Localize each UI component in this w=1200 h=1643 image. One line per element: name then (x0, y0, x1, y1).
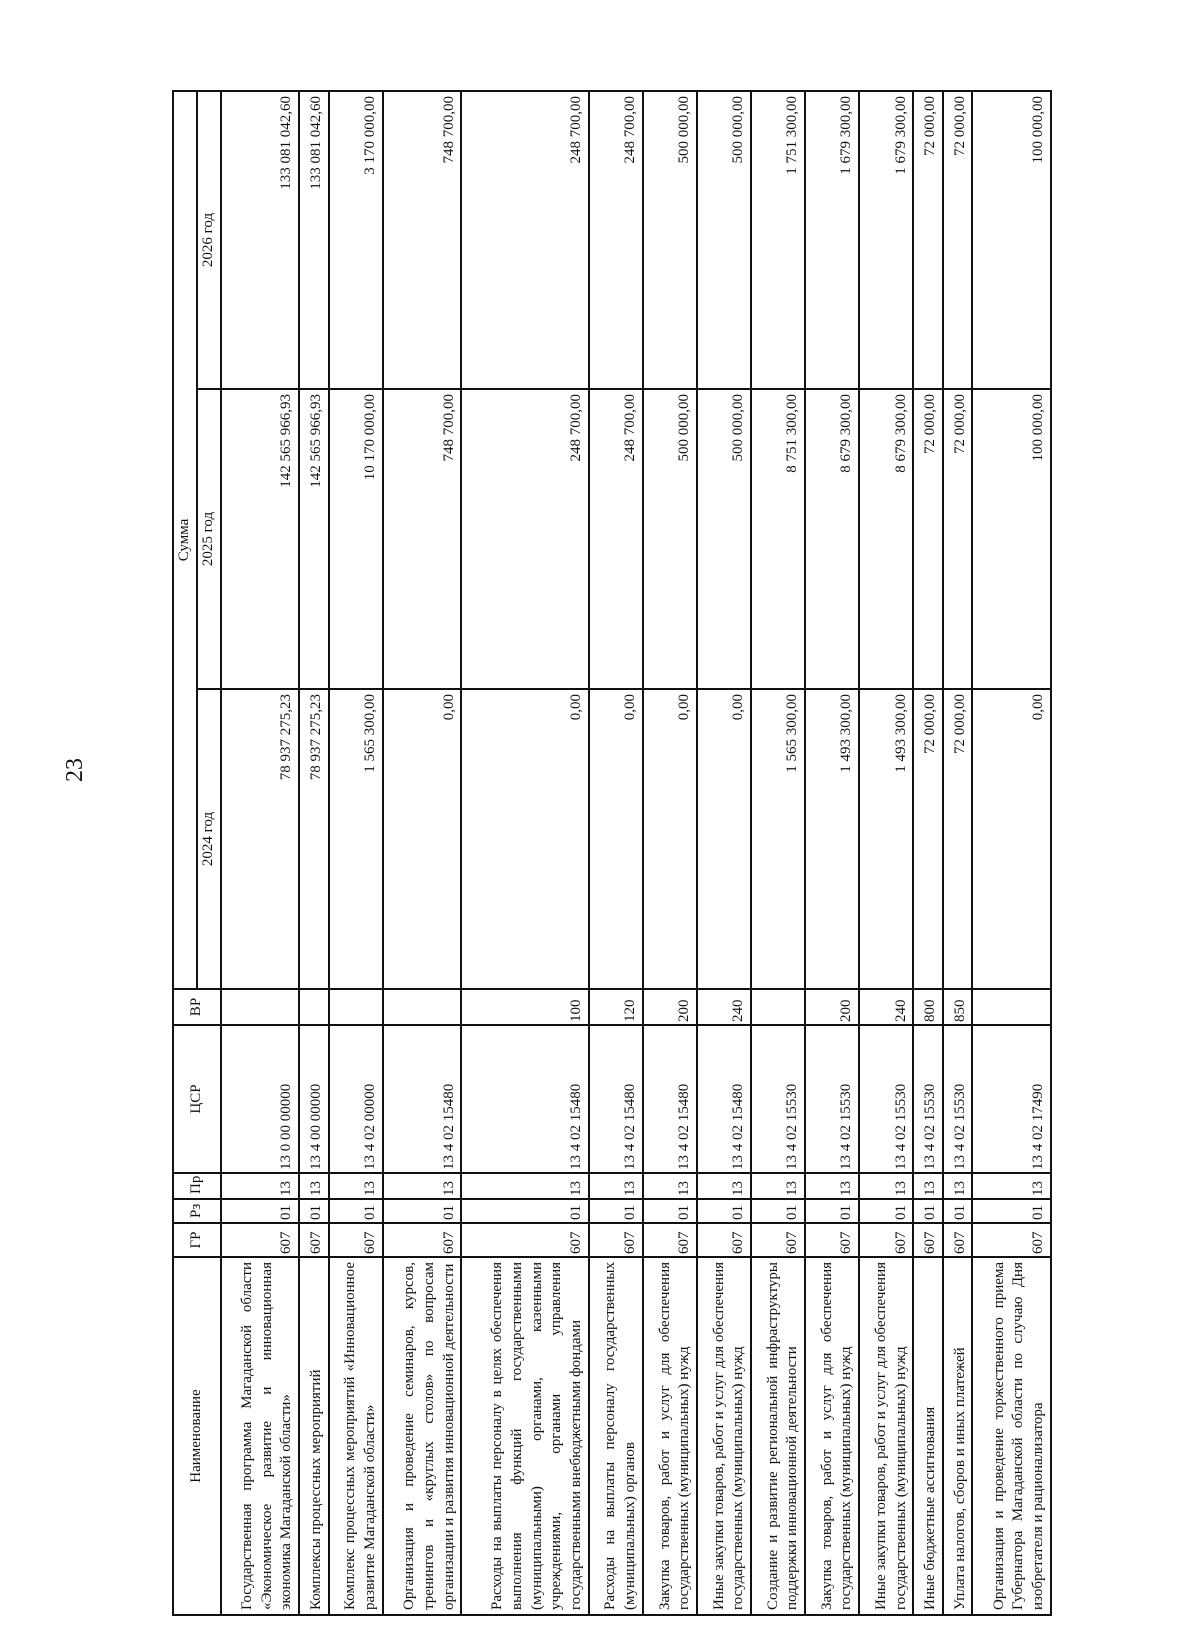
cell-rz: 01 (589, 1199, 643, 1223)
cell-vr: 240 (697, 989, 751, 1025)
cell-2025: 748 700,00 (383, 389, 462, 689)
cell-csr: 13 4 02 15530 (805, 1025, 859, 1173)
cell-name: Иные закупки товаров, работ и услуг для обеспечения государственных (муниципальных) нужд (859, 1257, 913, 1615)
table-row (299, 91, 329, 1615)
header-vr: ВР (173, 989, 221, 1025)
table-body (221, 91, 1051, 1615)
cell-gr: 607 (589, 1223, 643, 1257)
cell-rz: 01 (972, 1199, 1051, 1223)
cell-csr: 13 4 02 15530 (859, 1025, 913, 1173)
cell-vr (221, 989, 300, 1025)
cell-2026: 3 170 000,00 (329, 91, 383, 389)
cell-gr: 607 (697, 1223, 751, 1257)
cell-pr: 13 (805, 1173, 859, 1199)
cell-gr: 607 (643, 1223, 697, 1257)
cell-pr: 13 (643, 1173, 697, 1199)
table-row (859, 91, 913, 1615)
cell-vr: 850 (943, 989, 973, 1025)
cell-rz: 01 (943, 1199, 973, 1223)
cell-rz: 01 (299, 1199, 329, 1223)
cell-2026: 500 000,00 (643, 91, 697, 389)
header-2024: 2024 год (197, 689, 221, 989)
cell-vr: 200 (643, 989, 697, 1025)
cell-2026: 1 679 300,00 (805, 91, 859, 389)
cell-2024: 0,00 (589, 689, 643, 989)
cell-rz: 01 (329, 1199, 383, 1223)
cell-vr: 800 (913, 989, 943, 1025)
cell-2024: 1 565 300,00 (751, 689, 805, 989)
cell-csr: 13 4 02 15480 (643, 1025, 697, 1173)
cell-name: Создание и развитие региональной инфраструктуры поддержки инновационной деятельности (751, 1257, 805, 1615)
cell-gr: 607 (943, 1223, 973, 1257)
header-csr: ЦСР (173, 1025, 221, 1173)
cell-2026: 100 000,00 (972, 91, 1051, 389)
table-row (913, 91, 943, 1615)
cell-2025: 72 000,00 (913, 389, 943, 689)
table-row (589, 91, 643, 1615)
cell-rz: 01 (221, 1199, 300, 1223)
cell-vr: 240 (859, 989, 913, 1025)
cell-2025: 248 700,00 (461, 389, 589, 689)
cell-2024: 0,00 (461, 689, 589, 989)
cell-gr: 607 (329, 1223, 383, 1257)
cell-pr: 13 (697, 1173, 751, 1199)
cell-name: Иные бюджетные ассигнования (913, 1257, 943, 1615)
cell-name: Комплексы процессных мероприятий (299, 1257, 329, 1615)
cell-csr: 13 4 02 15480 (589, 1025, 643, 1173)
cell-name: Комплекс процессных мероприятий «Инновационное развитие Магаданской области» (329, 1257, 383, 1615)
table-row (751, 91, 805, 1615)
cell-name: Организация и проведение семинаров, курсов, тренингов и «круглых столов» по вопросам организации и развития инновационной деятельности (383, 1257, 462, 1615)
cell-vr (329, 989, 383, 1025)
cell-2025: 500 000,00 (643, 389, 697, 689)
cell-2025: 10 170 000,00 (329, 389, 383, 689)
cell-name: Уплата налогов, сборов и иных платежей (943, 1257, 973, 1615)
cell-gr: 607 (461, 1223, 589, 1257)
cell-2024: 0,00 (643, 689, 697, 989)
cell-2024: 0,00 (383, 689, 462, 989)
cell-2026: 133 081 042,60 (221, 91, 300, 389)
cell-pr: 13 (329, 1173, 383, 1199)
cell-csr: 13 4 02 00000 (329, 1025, 383, 1173)
cell-vr (383, 989, 462, 1025)
cell-pr: 13 (589, 1173, 643, 1199)
cell-vr (972, 989, 1051, 1025)
table-row (972, 91, 1051, 1615)
cell-2025: 500 000,00 (697, 389, 751, 689)
cell-2024: 1 493 300,00 (805, 689, 859, 989)
cell-rz: 01 (461, 1199, 589, 1223)
cell-rz: 01 (859, 1199, 913, 1223)
cell-pr: 13 (913, 1173, 943, 1199)
cell-2026: 248 700,00 (589, 91, 643, 389)
cell-csr: 13 4 02 15530 (913, 1025, 943, 1173)
cell-gr: 607 (805, 1223, 859, 1257)
cell-gr: 607 (751, 1223, 805, 1257)
header-sum: Сумма (173, 91, 197, 989)
cell-gr: 607 (221, 1223, 300, 1257)
cell-pr: 13 (299, 1173, 329, 1199)
cell-name: Расходы на выплаты персоналу в целях обеспечения выполнения функций государственными (муниципальными) органами, казенными учреждениями, органами управления государственными внебюджетными фондами (461, 1257, 589, 1615)
cell-pr: 13 (751, 1173, 805, 1199)
cell-2024: 72 000,00 (943, 689, 973, 989)
cell-gr: 607 (913, 1223, 943, 1257)
table-row (943, 91, 973, 1615)
header-2025: 2025 год (197, 389, 221, 689)
table-row (461, 91, 589, 1615)
cell-2025: 142 565 966,93 (221, 389, 300, 689)
cell-2024: 72 000,00 (913, 689, 943, 989)
cell-gr: 607 (383, 1223, 462, 1257)
cell-csr: 13 4 02 15480 (461, 1025, 589, 1173)
cell-2026: 1 679 300,00 (859, 91, 913, 389)
cell-2026: 133 081 042,60 (299, 91, 329, 389)
cell-csr: 13 4 00 00000 (299, 1025, 329, 1173)
cell-gr: 607 (859, 1223, 913, 1257)
table-row (329, 91, 383, 1615)
cell-2025: 100 000,00 (972, 389, 1051, 689)
cell-gr: 607 (972, 1223, 1051, 1257)
cell-vr (751, 989, 805, 1025)
cell-pr: 13 (221, 1173, 300, 1199)
cell-2026: 1 751 300,00 (751, 91, 805, 389)
cell-rz: 01 (913, 1199, 943, 1223)
cell-rz: 01 (751, 1199, 805, 1223)
cell-gr: 607 (299, 1223, 329, 1257)
cell-name: Расходы на выплаты персоналу государственных (муниципальных) органов (589, 1257, 643, 1615)
cell-2025: 248 700,00 (589, 389, 643, 689)
header-gr: ГР (173, 1223, 221, 1257)
cell-2025: 142 565 966,93 (299, 389, 329, 689)
cell-2026: 248 700,00 (461, 91, 589, 389)
cell-rz: 01 (697, 1199, 751, 1223)
cell-name: Закупка товаров, работ и услуг для обеспечения государственных (муниципальных) нужд (805, 1257, 859, 1615)
cell-vr: 100 (461, 989, 589, 1025)
cell-2024: 78 937 275,23 (299, 689, 329, 989)
cell-2026: 748 700,00 (383, 91, 462, 389)
cell-name: Государственная программа Магаданской области «Экономическое развитие и инновационная экономика Магаданской области» (221, 1257, 300, 1615)
header-2026: 2026 год (197, 91, 221, 389)
cell-2024: 0,00 (972, 689, 1051, 989)
table-row (697, 91, 751, 1615)
header-rz: Рз (173, 1199, 221, 1223)
cell-2025: 8 679 300,00 (805, 389, 859, 689)
header-pr: Пр (173, 1173, 221, 1199)
page-number: 23 (62, 758, 88, 782)
cell-csr: 13 4 02 15530 (751, 1025, 805, 1173)
cell-rz: 01 (643, 1199, 697, 1223)
table-row (383, 91, 462, 1615)
cell-name: Иные закупки товаров, работ и услуг для обеспечения государственных (муниципальных) нужд (697, 1257, 751, 1615)
cell-2025: 72 000,00 (943, 389, 973, 689)
cell-2026: 500 000,00 (697, 91, 751, 389)
table-row (643, 91, 697, 1615)
cell-pr: 13 (383, 1173, 462, 1199)
cell-2024: 0,00 (697, 689, 751, 989)
cell-csr: 13 4 02 17490 (972, 1025, 1051, 1173)
table-row (805, 91, 859, 1615)
header-row (173, 91, 197, 1615)
cell-2025: 8 679 300,00 (859, 389, 913, 689)
cell-csr: 13 0 00 00000 (221, 1025, 300, 1173)
cell-pr: 13 (972, 1173, 1051, 1199)
cell-2024: 1 565 300,00 (329, 689, 383, 989)
cell-vr (299, 989, 329, 1025)
header-name: Наименование (173, 1257, 221, 1615)
cell-2026: 72 000,00 (943, 91, 973, 389)
cell-vr: 120 (589, 989, 643, 1025)
cell-csr: 13 4 02 15480 (383, 1025, 462, 1173)
cell-2025: 8 751 300,00 (751, 389, 805, 689)
cell-vr: 200 (805, 989, 859, 1025)
cell-pr: 13 (461, 1173, 589, 1199)
cell-2026: 72 000,00 (913, 91, 943, 389)
table-row (221, 91, 300, 1615)
cell-pr: 13 (943, 1173, 973, 1199)
budget-table (172, 90, 1052, 1616)
cell-2024: 78 937 275,23 (221, 689, 300, 989)
cell-pr: 13 (859, 1173, 913, 1199)
cell-csr: 13 4 02 15530 (943, 1025, 973, 1173)
cell-name: Организация и проведение торжественного приема Губернатора Магаданской области по случаю Дня изобретателя и рационализатора (972, 1257, 1051, 1615)
cell-rz: 01 (805, 1199, 859, 1223)
cell-2024: 1 493 300,00 (859, 689, 913, 989)
rotated-table-container (172, 92, 1052, 1616)
cell-rz: 01 (383, 1199, 462, 1223)
cell-csr: 13 4 02 15480 (697, 1025, 751, 1173)
cell-name: Закупка товаров, работ и услуг для обеспечения государственных (муниципальных) нужд (643, 1257, 697, 1615)
